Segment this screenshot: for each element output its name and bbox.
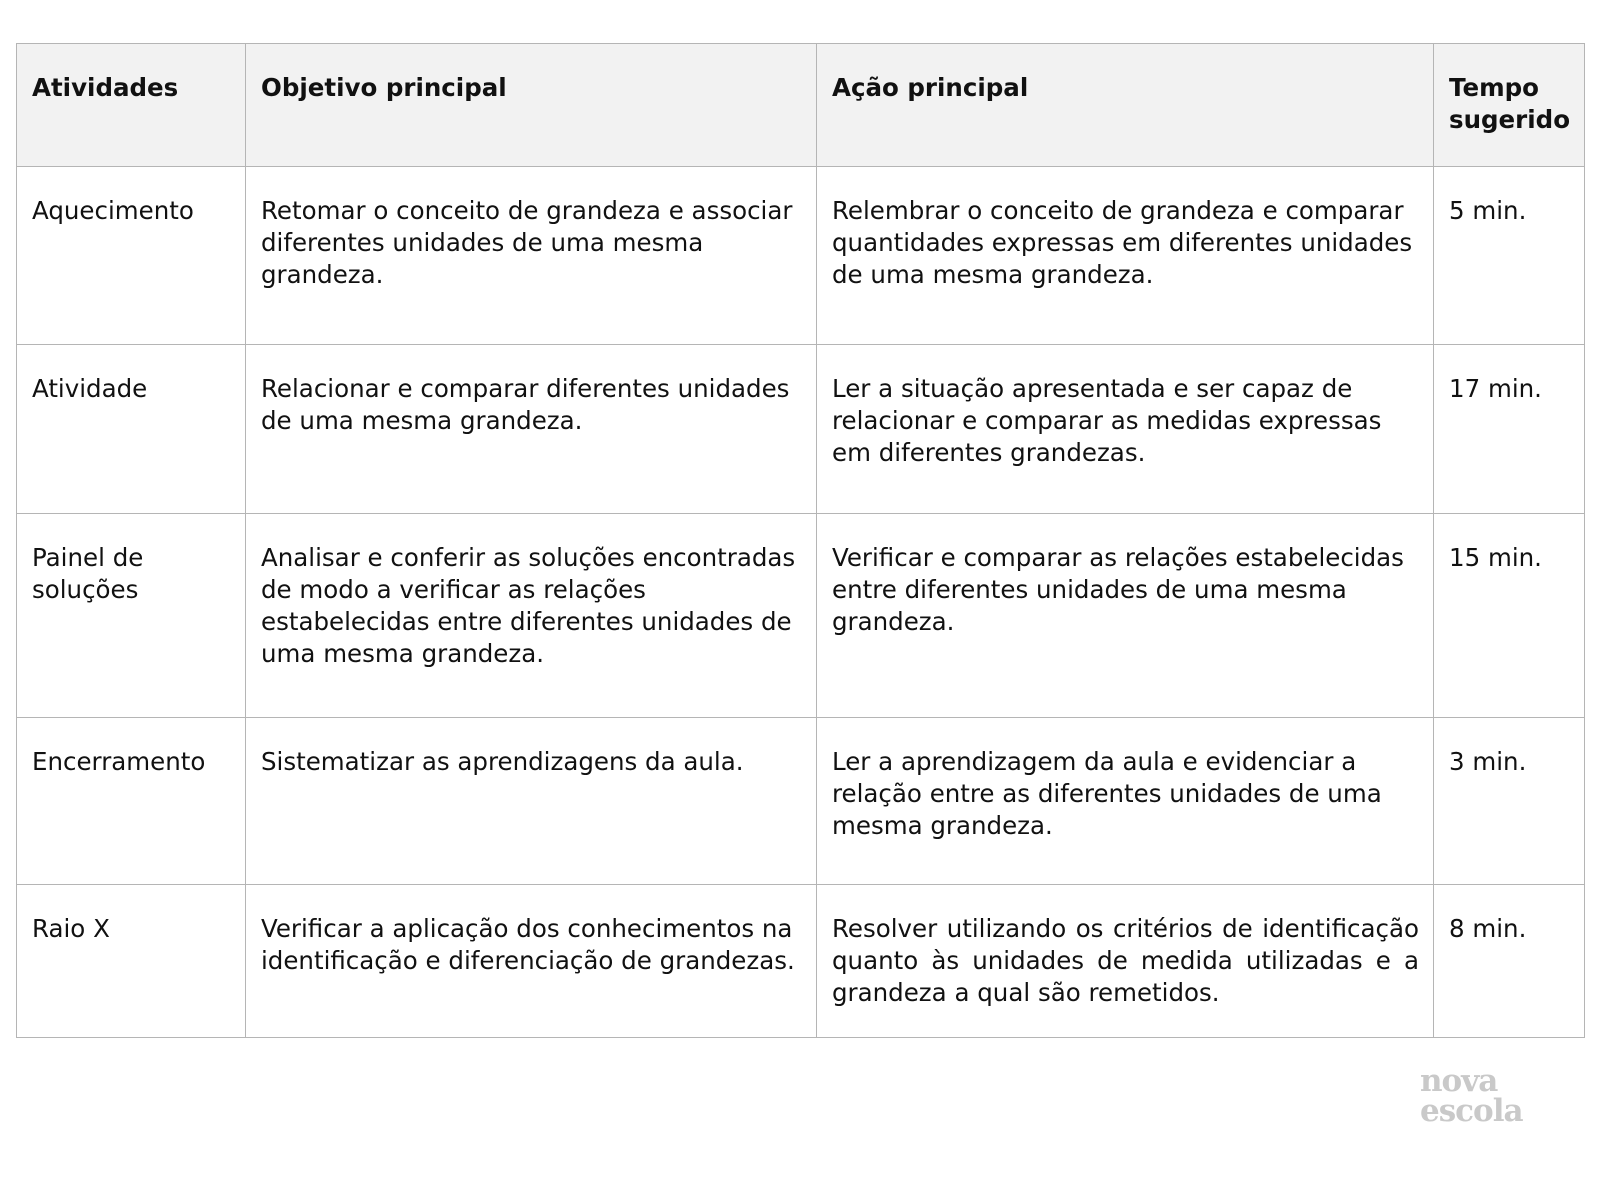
action-cell: Ler a aprendizagem da aula e evidenciar a relação entre as diferentes unidades de uma mesma grandeza. <box>817 718 1434 885</box>
objective-cell: Relacionar e comparar diferentes unidades de uma mesma grandeza. <box>246 345 817 514</box>
activity-cell: Encerramento <box>17 718 246 885</box>
action-cell: Relembrar o conceito de grandeza e comparar quantidades expressas em diferentes unidades de uma mesma grandeza. <box>817 167 1434 345</box>
time-cell: 15 min. <box>1434 514 1585 718</box>
objective-cell: Sistematizar as aprendizagens da aula. <box>246 718 817 885</box>
logo-line-1: nova <box>1420 1063 1498 1099</box>
lesson-plan-table <box>16 43 1585 1038</box>
table-row <box>17 885 1585 1038</box>
header-time: Tempo sugerido <box>1434 44 1585 167</box>
table-row <box>17 514 1585 718</box>
time-cell: 3 min. <box>1434 718 1585 885</box>
time-cell: 5 min. <box>1434 167 1585 345</box>
time-cell: 8 min. <box>1434 885 1585 1038</box>
activity-cell: Atividade <box>17 345 246 514</box>
header-objective: Objetivo principal <box>246 44 817 167</box>
objective-cell: Retomar o conceito de grandeza e associar diferentes unidades de uma mesma grandeza. <box>246 167 817 345</box>
objective-cell: Analisar e conferir as soluções encontradas de modo a verificar as relações estabelecidas entre diferentes unidades de uma mesma grandeza. <box>246 514 817 718</box>
activity-cell: Aquecimento <box>17 167 246 345</box>
table-row <box>17 345 1585 514</box>
activity-cell: Painel de soluções <box>17 514 246 718</box>
nova-escola-logo <box>1420 1063 1540 1129</box>
table-row <box>17 167 1585 345</box>
logo-line-2: escola <box>1420 1093 1523 1129</box>
action-cell: Ler a situação apresentada e ser capaz de relacionar e comparar as medidas expressas em diferentes grandezas. <box>817 345 1434 514</box>
time-cell: 17 min. <box>1434 345 1585 514</box>
objective-cell: Verificar a aplicação dos conhecimentos na identificação e diferenciação de grandezas. <box>246 885 817 1038</box>
table-header-row <box>17 44 1585 167</box>
action-cell: Verificar e comparar as relações estabelecidas entre diferentes unidades de uma mesma grandeza. <box>817 514 1434 718</box>
table-row <box>17 718 1585 885</box>
header-activities: Atividades <box>17 44 246 167</box>
action-cell: Resolver utilizando os critérios de identificação quanto às unidades de medida utilizadas e a grandeza a qual são remetidos. <box>817 885 1434 1038</box>
activity-cell: Raio X <box>17 885 246 1038</box>
header-action: Ação principal <box>817 44 1434 167</box>
